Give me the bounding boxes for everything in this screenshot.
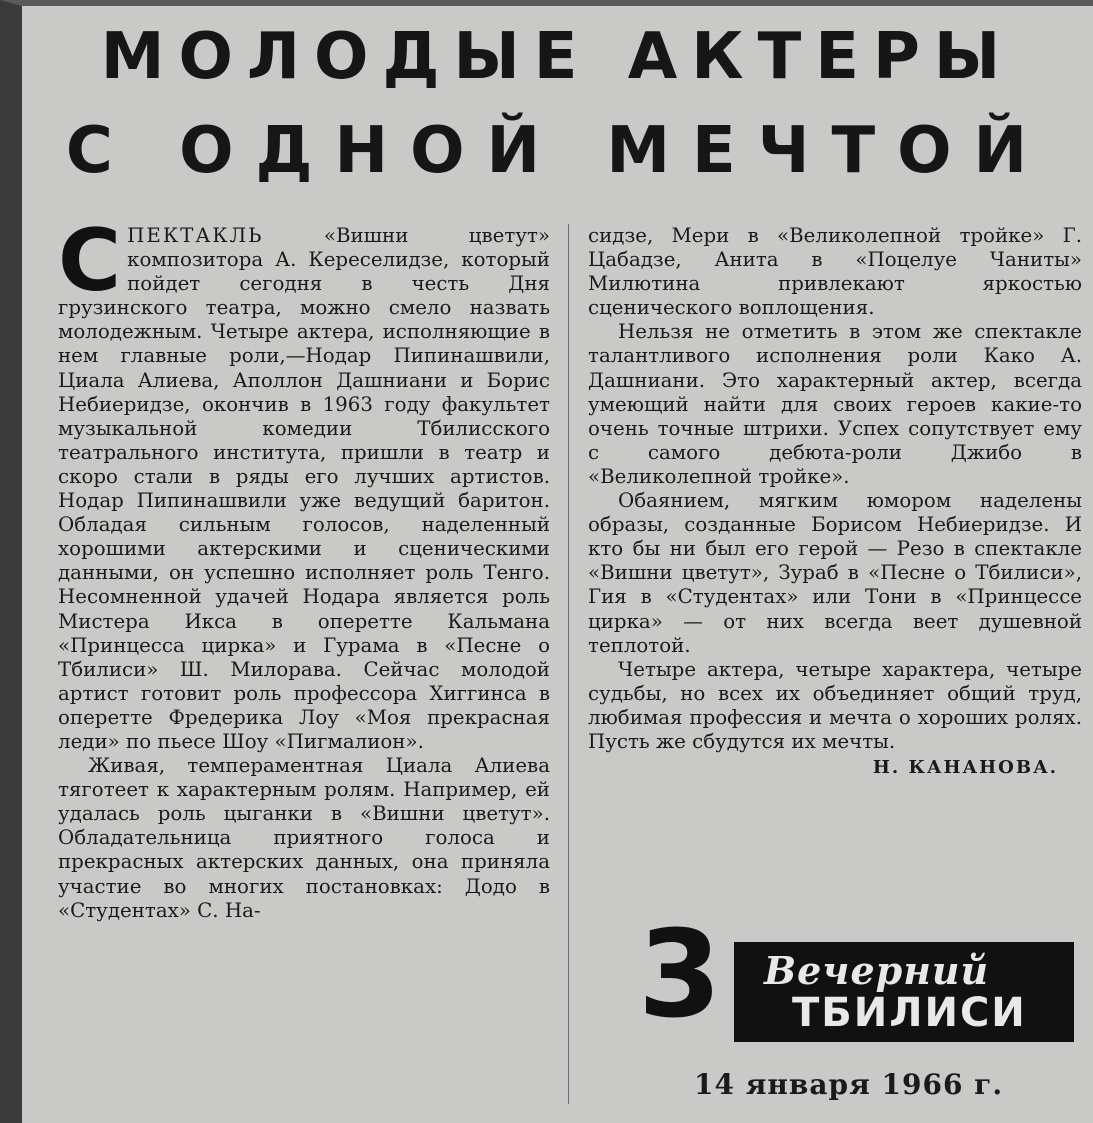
lead-word: ПЕКТАКЛЬ	[127, 224, 264, 247]
article-paragraph: Нельзя не отметить в этом же спектакле талантливого исполнения роли Како А. Дашниани. Это характерный актер, всегда умеющий найти для своих героев какие-то очень точные штрихи. Успех сопутствует ему с самого дебюта-роли Джибо в «Великолепной тройке».	[588, 320, 1082, 488]
paragraph-text: «Вишни цветут» композитора А. Кереселидзе, который пойдет сегодня в честь Дня грузинского театра, можно смело назвать молодежным. Четыре актера, исполняющие в нем главные роли,—Нодар Пипинашвили, Циала Алиева, Аполлон Дашниани и Борис Небиеридзе, окончив в 1963 году факультет музыкальной комедии Тбилисского театрального института, пришли в театр и скоро стали в ряды его лучших артистов. Нодар Пипинашвили уже ведущий баритон. Обладая сильным голосов, наделенный хорошими актерскими и сценическими данными, он успешно исполняет роль Тенго. Несомненной удачей Нодара является роль Мистера Икса в оперетте Кальмана «Принцесса цирка» и Гурама в «Песне о Тбилиси» Ш. Милорава. Сейчас молодой артист готовит роль профессора Хиггинса в оперетте Фредерика Лоу «Моя прекрасная леди» по пьесе Шоу «Пигмалион».	[58, 224, 550, 753]
headline-line-2: С ОДНОЙ МЕЧТОЙ	[65, 114, 1050, 188]
publication-date: 14 января 1966 г.	[694, 1068, 1004, 1101]
article-paragraph: Обаянием, мягким юмором наделены образы, созданные Борисом Небиеридзе. И кто бы ни был его герой — Резо в спектакле «Вишни цветут», Зураб в «Песне о Тбилиси», Гия в «Студентах» или Тони в «Принцессе цирка» — от них всегда веет душевной теплотой.	[588, 489, 1082, 657]
article-paragraph: Четыре актера, четыре характера, четыре судьбы, но всех их объединяет общий труд, любимая професcия и мечта о хороших ролях. Пусть же сбудутся их мечты.	[588, 657, 1082, 753]
drop-cap: С	[58, 224, 122, 311]
article-column-1	[58, 224, 550, 1104]
article-column-2	[588, 224, 1082, 780]
logo-city-text: ТБИЛИСИ	[792, 990, 1027, 1036]
newspaper-logo	[734, 942, 1074, 1042]
article-paragraph: Живая, темпераментная Циала Алиева тяготеет к характерным ролям. Например, ей удалась роль цыганки в «Вишни цветут». Обладательница приятного голоса и прекрасных актерских данных, она приняла участие во многих постановках: Додо в «Студентах» С. На-	[58, 754, 550, 922]
headline-line-1: МОЛОДЫЕ АКТЕРЫ	[100, 20, 1015, 94]
page-number: 3	[638, 906, 722, 1045]
logo-script-text: Вечерний	[764, 948, 990, 993]
article-paragraph	[58, 224, 550, 754]
author-signature: Н. КАНАНОВА.	[872, 757, 1058, 779]
article-paragraph: сидзе, Мери в «Великолепной тройке» Г. Цабадзе, Анита в «Поцелуе Чаниты» Милютина привлекают яркостью сценического воплощения.	[588, 224, 1082, 320]
column-divider	[568, 224, 569, 1104]
